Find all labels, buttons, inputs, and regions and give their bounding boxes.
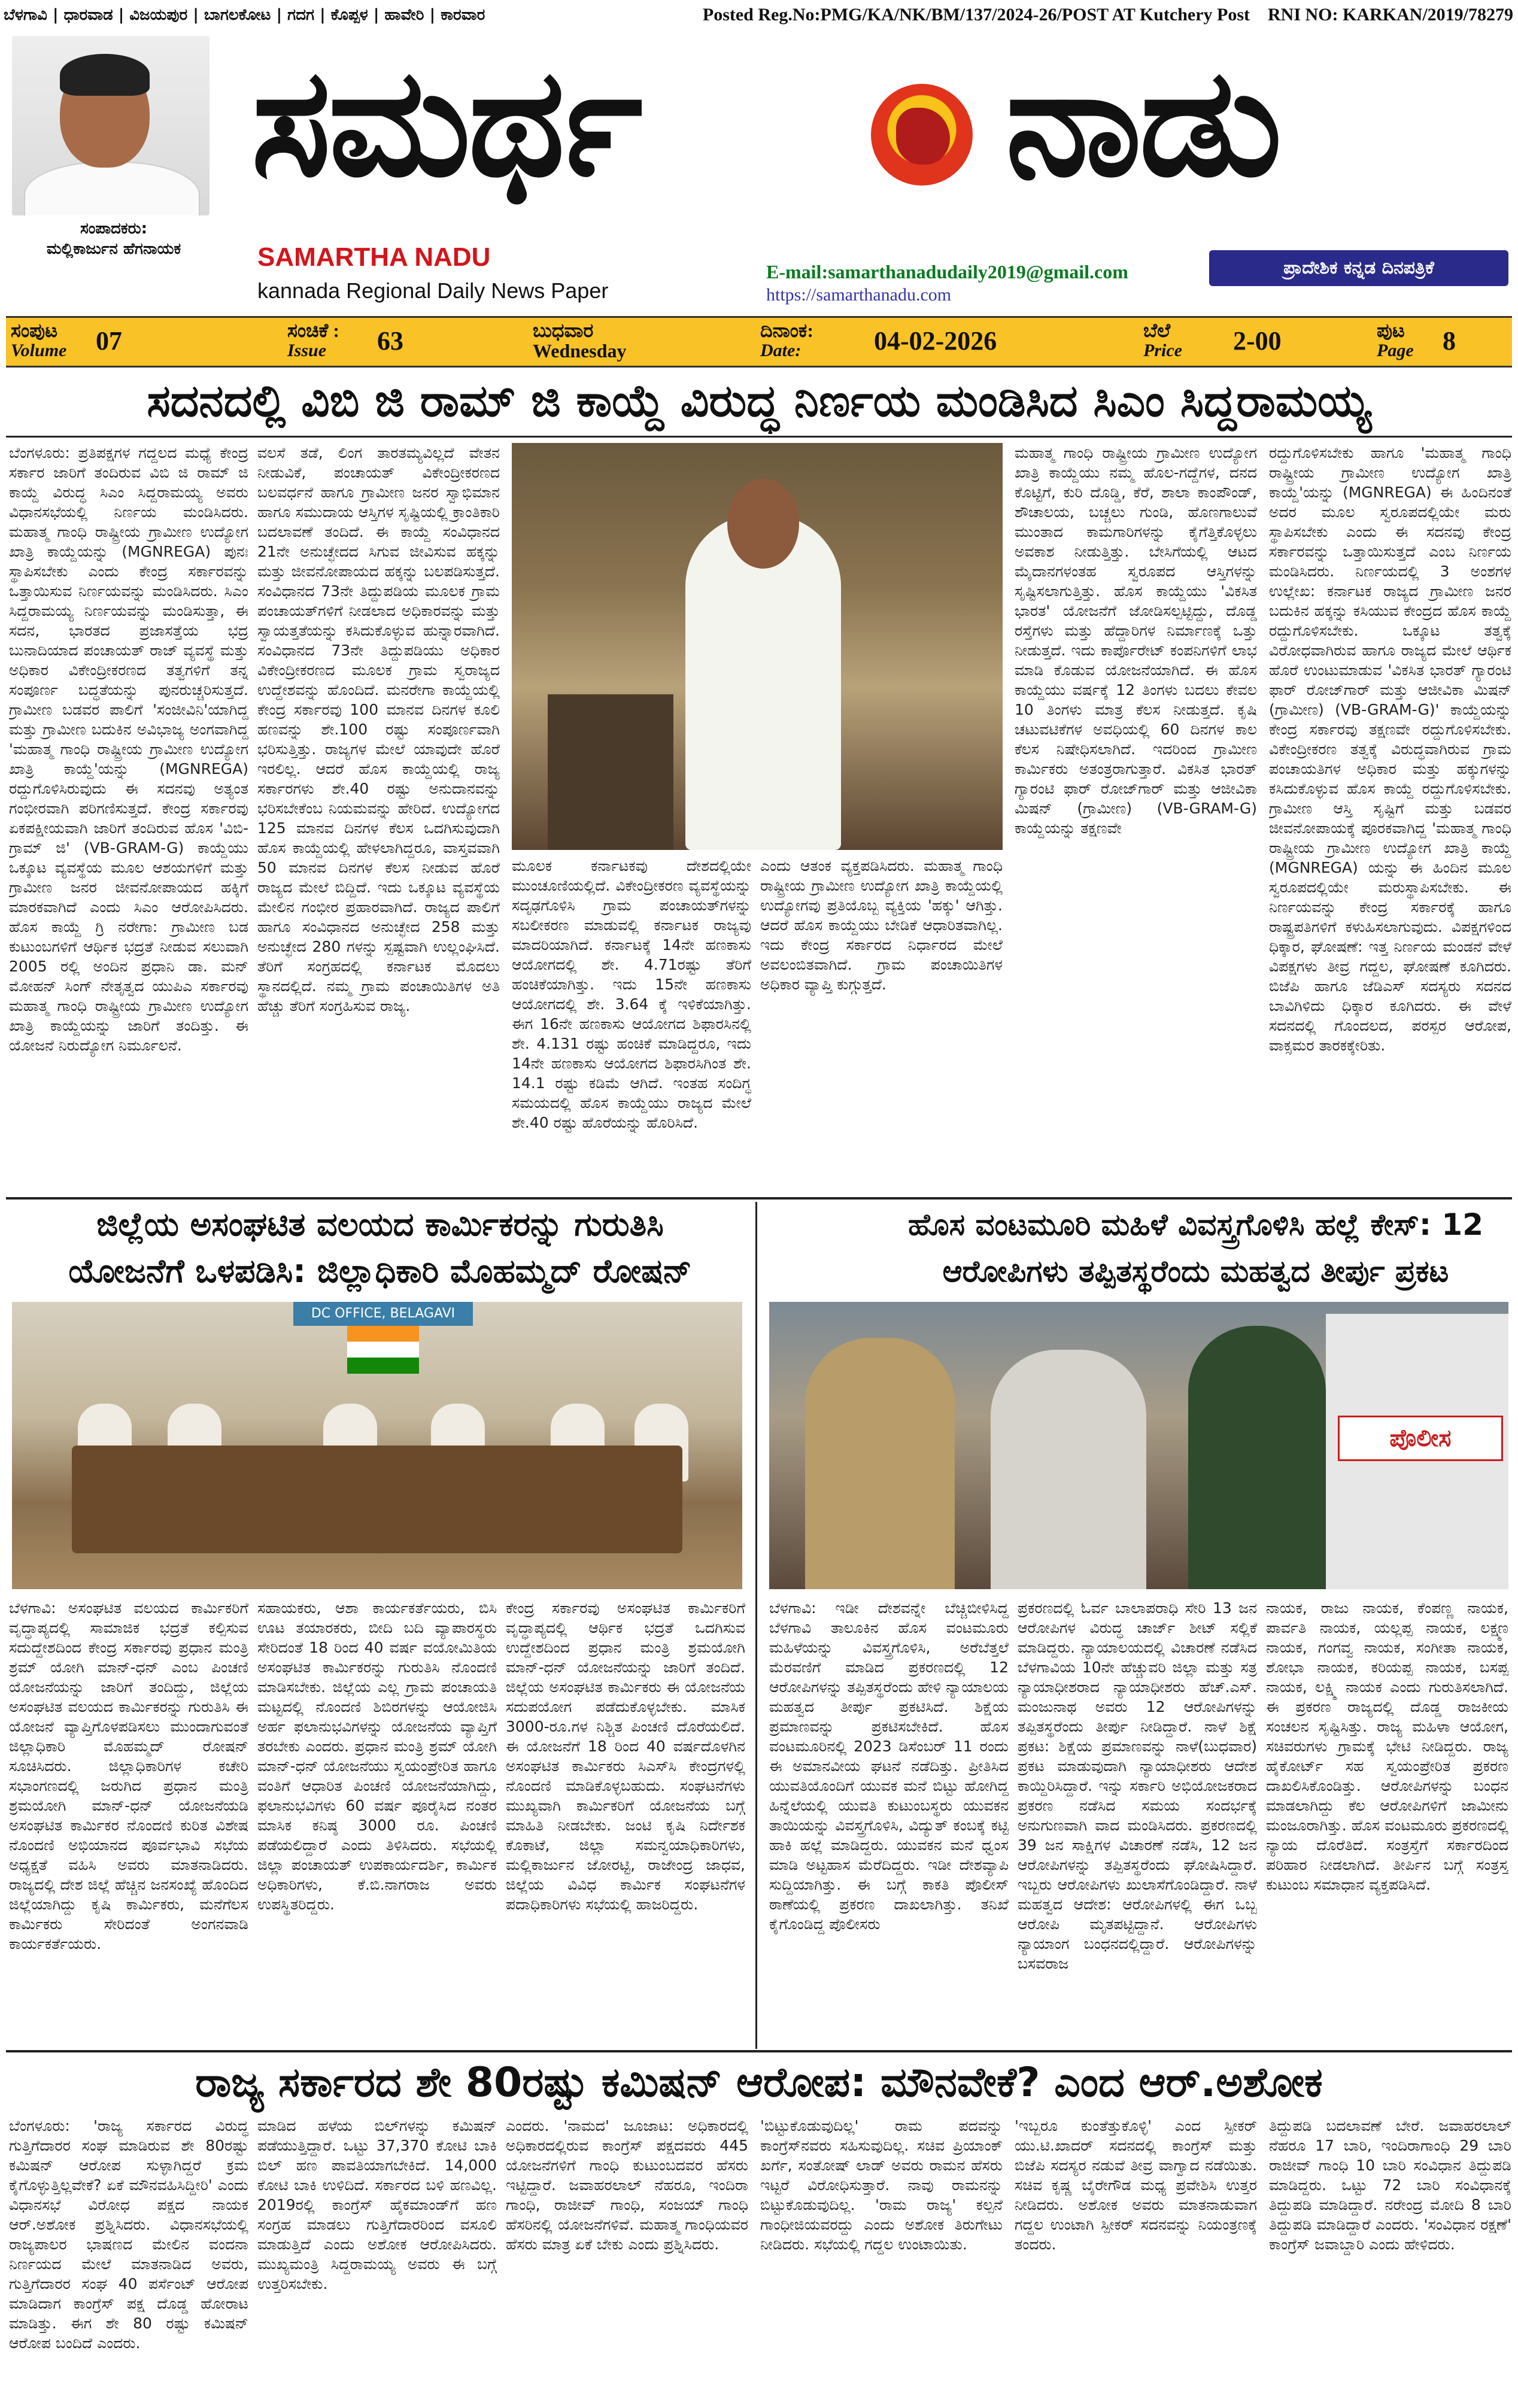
masthead-title-right: ನಾಡು [1006,35,1280,209]
lead-column-5: ರದ್ದುಗೊಳಿಸಬೇಕು ಹಾಗೂ 'ಮಹಾತ್ಮ ಗಾಂಧಿ ರಾಷ್ಟ್ರೀಯ ಗ್ರಾಮೀಣ ಉದ್ಯೋಗ ಖಾತ್ರಿ ಕಾಯ್ದೆ'ಯನ್ನು (MGNREGA) ಈ ಹಿಂದಿನಂತೆ ಅದರ ಮೂಲ ಸ್ವರೂಪದಲ್ಲಿಯೇ ಮರು ಸ್ಥಾಪಿಸಬೇಕು ಎಂದು ಈ ಸದನವು ಕೇಂದ್ರ ಸರ್ಕಾರವನ್ನು ಒತ್ತಾಯಿಸುತ್ತದೆ ಎಂಬ ನಿರ್ಣಯ ಮಂಡಿಸಿದರು. ನಿರ್ಣಯದಲ್ಲಿ 3 ಅಂಶಗಳ ಉಲ್ಲೇಖ: ಕರ್ನಾಟಕ ರಾಜ್ಯದ ಗ್ರಾಮೀಣ ಜನರ ಬದುಕಿನ ಹಕ್ಕನ್ನು ಕಸಿಯುವ ಕೇಂದ್ರದ ಹೊಸ ಕಾಯ್ದೆ ರದ್ದುಗೊಳಿಸಬೇಕು. ಒಕ್ಕೂಟ ತತ್ವಕ್ಕೆ ವಿರೋಧವಾಗಿರುವ ಹಾಗೂ ರಾಜ್ಯದ ಮೇಲೆ ಆರ್ಥಿಕ ಹೊರೆ ಉಂಟುಮಾಡುವ 'ವಿಕಸಿತ ಭಾರತ್ ಗ್ಯಾರಂಟಿ ಫಾರ್ ರೋಜ್‌ಗಾರ್ ಮತ್ತು ಆಜೀವಿಕಾ ಮಿಷನ್ (ಗ್ರಾಮೀಣ) (VB-GRAM-G)' ಕಾಯ್ದೆಯನ್ನು ಕೇಂದ್ರ ಸರ್ಕಾರವು ತಕ್ಷಣವೇ ರದ್ದುಗೊಳಿಸಬೇಕು. ವಿಕೇಂದ್ರೀಕರಣ ತತ್ವಕ್ಕೆ ವಿರುದ್ಧವಾಗಿರುವ ಗ್ರಾಮ ಪಂಚಾಯತಿಗಳ ಅಧಿಕಾರ ಮತ್ತು ಹಕ್ಕುಗಳನ್ನು ಕಸಿದುಕೊಳ್ಳುವ ಹೊಸ ಕಾಯ್ದೆ ರದ್ದುಗೊಳಿಸಬೇಕು. ಗ್ರಾಮೀಣ ಆಸ್ತಿ ಸೃಷ್ಟಿಗೆ ಮತ್ತು ಬಡವರ ಜೀವನೋಪಾಯಕ್ಕೆ ಪೂರಕವಾಗಿದ್ದ 'ಮಹಾತ್ಮ ಗಾಂಧಿ ರಾಷ್ಟ್ರೀಯ ಗ್ರಾಮೀಣ ಉದ್ಯೋಗ ಖಾತ್ರಿ ಕಾಯ್ದೆ (MGNREGA) ಯನ್ನು ಈ ಹಿಂದಿನ ಮೂಲ ಸ್ವರೂಪದಲ್ಲಿಯೇ ಮರುಸ್ಥಾಪಿಸಬೇಕು. ಈ ನಿರ್ಣಯವನ್ನು ಕೇಂದ್ರ ಸರ್ಕಾರಕ್ಕೆ ಹಾಗೂ ರಾಷ್ಟ್ರಪತಿಗಳಿಗೆ ಕಳುಹಿಸಲಾಗುವುದು. ವಿಪಕ್ಷಗಳಿಂದ ಧಿಕ್ಕಾರ, ಘೋಷಣೆ: ಇತ್ತ ನಿರ್ಣಯ ಮಂಡನೆ ವೇಳೆ ವಿಪಕ್ಷಗಳು ತೀವ್ರ ಗದ್ದಲ, ಘೋಷಣೆ ಕೂಗಿದರು. ಬಿಜೆಪಿ ಹಾಗೂ ಜೆಡಿಎಸ್ ಸದಸ್ಯರು ಸದನದ ಬಾವಿಗಿಳಿದು ಧಿಕ್ಕಾರ ಕೂಗಿದರು. ಈ ವೇಳೆ ಸದನದಲ್ಲಿ ಗೊಂದಲದ, ಪರಸ್ಪರ ಆರೋಪ, ವಾಕ್ಸಮರ ತಾರಕಕ್ಕೇರಿತು. [1269,444,1511,1054]
lead-headline: ಸದನದಲ್ಲಿ ವಿಬಿ ಜಿ ರಾಮ್ ಜಿ ಕಾಯ್ದೆ ವಿರುದ್ಧ ನಿರ್ಣಯ ಮಂಡಿಸಿದ ಸಿಎಂ ಸಿದ್ದರಾಮಯ್ಯ [147,375,1371,427]
flag-icon [347,1326,419,1374]
issue-label: ಸಂಚಿಕೆ : Issue [287,320,340,360]
issue-info-bar [6,316,1512,368]
lead-column-1: ಬೆಂಗಳೂರು: ಪ್ರತಿಪಕ್ಷಗಳ ಗದ್ದಲದ ಮಧ್ಯೆ ಕೇಂದ್ರ ಸರ್ಕಾರ ಜಾರಿಗೆ ತಂದಿರುವ ವಿಬಿ ಜಿ ರಾಮ್ ಜಿ ಕಾಯ್ದೆ ವಿರುದ್ಧ ಸಿಎಂ ಸಿದ್ದರಾಮಯ್ಯ ಅವರು ವಿಧಾನಸಭೆಯಲ್ಲಿ ನಿರ್ಣಯ ಮಂಡಿಸಿದರು. ಮಹಾತ್ಮ ಗಾಂಧಿ ರಾಷ್ಟ್ರೀಯ ಗ್ರಾಮೀಣ ಉದ್ಯೋಗ ಖಾತ್ರಿ ಕಾಯ್ದೆಯನ್ನು (MGNREGA) ಪುನಃ ಸ್ಥಾಪಿಸಬೇಕು ಎಂದು ಕೇಂದ್ರ ಸರ್ಕಾರವನ್ನು ಒತ್ತಾಯಿಸುವ ನಿರ್ಣಯವನ್ನು ಮಂಡಿಸಿದರು. ಸಿಎಂ ಸಿದ್ದರಾಮಯ್ಯ ನಿರ್ಣಯವನ್ನು ಮಂಡಿಸುತ್ತಾ, ಈ ಸದನ, ಭಾರತದ ಪ್ರಜಾಸತ್ತೆಯ ಭದ್ರ ಬುನಾದಿಯಾದ ಪಂಚಾಯತ್ ರಾಜ್ ವ್ಯವಸ್ಥೆ ಮತ್ತು ಅಧಿಕಾರ ವಿಕೇಂದ್ರೀಕರಣದ ತತ್ವಗಳಿಗೆ ತನ್ನ ಸಂಪೂರ್ಣ ಬದ್ಧತೆಯನ್ನು ಪುನರುಚ್ಚರಿಸುತ್ತದೆ. ಗ್ರಾಮೀಣ ಬಡವರ ಪಾಲಿಗೆ 'ಸಂಜೀವಿನಿ'ಯಾಗಿದ್ದ ಮತ್ತು ಗ್ರಾಮೀಣ ಬದುಕಿನ ಅವಿಭಾಜ್ಯ ಅಂಗವಾಗಿದ್ದ 'ಮಹಾತ್ಮ ಗಾಂಧಿ ರಾಷ್ಟ್ರೀಯ ಗ್ರಾಮೀಣ ಉದ್ಯೋಗ ಖಾತ್ರಿ ಕಾಯ್ದೆ'ಯನ್ನು (MGNREGA) ರದ್ದುಗೊಳಿಸಿರುವುದು ಈ ಸದನವು ಅತ್ಯಂತ ಗಂಭೀರವಾಗಿ ಪರಿಗಣಿಸುತ್ತದೆ. ಕೇಂದ್ರ ಸರ್ಕಾರವು ಏಕಪಕ್ಷೀಯವಾಗಿ ಜಾರಿಗೆ ತಂದಿರುವ ಹೊಸ 'ವಿಬಿ-ಗ್ರಾಮ್ ಜಿ' (VB-GRAM-G) ಕಾಯ್ದೆಯು ಒಕ್ಕೂಟ ವ್ಯವಸ್ಥೆಯ ಮೂಲ ಆಶಯಗಳಿಗೆ ಮತ್ತು ಗ್ರಾಮೀಣ ಜನರ ಜೀವನೋಪಾಯದ ಹಕ್ಕಿಗೆ ಮಾರಕವಾಗಿದೆ ಎಂದು ಸಿಎಂ ಆರೋಪಿಸಿದರು. ಹೊಸ ಕಾಯ್ದೆ ಗ್ರಿ ನರೇಗಾ: ಗ್ರಾಮೀಣ ಬಡ ಕುಟುಂಬಗಳಿಗೆ ಆರ್ಥಿಕ ಭದ್ರತೆ ನೀಡುವ ಸಲುವಾಗಿ 2005 ರಲ್ಲಿ ಅಂದಿನ ಪ್ರಧಾನಿ ಡಾ. ಮನ್ ಮೋಹನ್ ಸಿಂಗ್ ನೇತೃತ್ವದ ಯುಪಿಎ ಸರ್ಕಾರವು ಮಹಾತ್ಮ ಗಾಂಧಿ ರಾಷ್ಟ್ರೀಯ ಗ್ರಾಮೀಣ ಉದ್ಯೋಗ ಖಾತ್ರಿ ಕಾಯ್ದೆಯನ್ನು ಜಾರಿಗೆ ತಂದಿತ್ತು. ಈ ಯೋಜನೆ ನಿರುದ್ಯೋಗ ನಿರ್ಮೂಲನೆ. [9,444,248,1054]
dc-office-sign: DC OFFICE, BELAGAVI [293,1302,473,1326]
dc-headline-line2: ಯೋಜನೆಗೆ ಒಳಪಡಿಸಿ: ಜಿಲ್ಲಾಧಿಕಾರಿ ಮೊಹಮ್ಮದ್ ರೋಷನ್ [68,1252,692,1290]
section-rule [6,1197,1512,1200]
date-value: 04-02-2026 [874,326,997,356]
lead-column-3b: ಎಂದು ಆತಂಕ ವ್ಯಕ್ತಪಡಿಸಿದರು. ಮಹಾತ್ಮ ಗಾಂಧಿ ರಾಷ್ಟ್ರೀಯ ಗ್ರಾಮೀಣ ಉದ್ಯೋಗ ಖಾತ್ರಿ ಕಾಯ್ದೆಯಲ್ಲಿ ಉದ್ಯೋಗವು ಪ್ರತಿಯೊಬ್ಬ ವ್ಯಕ್ತಿಯ 'ಹಕ್ಕು' ಆಗಿತ್ತು. ಆದರೆ ಹೊಸ ಕಾಯ್ದೆಯು ಬೇಡಿಕೆ ಆಧಾರಿತವಾಗಿಲ್ಲ. ಇದು ಕೇಂದ್ರ ಸರ್ಕಾರದ ನಿರ್ಧಾರದ ಮೇಲೆ ಅವಲಂಬಿತವಾಗಿದೆ. ಗ್ರಾಮ ಪಂಚಾಯಿತಿಗಳ ಅಧಿಕಾರ ವ್ಯಾಪ್ತಿ ಕುಗ್ಗುತ್ತದೆ. [760,857,1003,993]
website-link[interactable]: https://samarthanadu.com [766,285,952,305]
dc-meeting-photo [12,1302,742,1589]
ashoka-column-5: 'ಇಬ್ಬರೂ ಕುಂತೆತ್ತುಕೊಳ್ಳಿ' ಎಂದ ಸ್ಪೀಕರ್ ಯು.ಟಿ.ಖಾದರ್ ಸದನದಲ್ಲಿ ಕಾಂಗ್ರೆಸ್ ಮತ್ತು ಬಿಜೆಪಿ ಸದಸ್ಯರ ನಡುವೆ ತೀವ್ರ ವಾಗ್ವಾದ ನಡೆಯಿತು. ಸಚಿವ ಕೃಷ್ಣ ಬೈರೇಗೌಡ ಮಧ್ಯ ಪ್ರವೇಶಿಸಿ ಉತ್ತರ ನೀಡಿದರು. ಅಶೋಕ ಅವರು ಮಾತನಾಡುವಾಗ ಗದ್ದಲ ಉಂಟಾಗಿ ಸ್ಪೀಕರ್ ಸದನವನ್ನು ನಿಯಂತ್ರಣಕ್ಕೆ ತಂದರು. [1015,2117,1257,2253]
district-list: ಬೆಳಗಾವಿ | ಧಾರವಾಡ | ವಿಜಯಪುರ | ಬಾಗಲಕೋಟ | ಗದಗ | ಕೊಪ್ಪಳ | ಹಾವೇರಿ | ಕಾರವಾರ [4,6,485,24]
case-column-3: ನಾಯಕ, ರಾಜು ನಾಯಕ, ಕೆಂಪಣ್ಣ ನಾಯಕ, ಪಾರ್ವತಿ ನಾಯಕ, ಯಲ್ಲಪ್ಪ ನಾಯಕ, ಲಕ್ಷ್ಮಣ ನಾಯಕ, ಗಂಗವ್ವ ನಾಯಕ, ಸಂಗೀತಾ ನಾಯಕ, ಶೋಭಾ ನಾಯಕ, ಕರಿಯಪ್ಪ ನಾಯಕ, ಬಸಪ್ಪ ನಾಯಕ, ಲಕ್ಷ್ಮಿ ನಾಯಕ ಎಂದು ಗುರುತಿಸಲಾಗಿದೆ. ಈ ಪ್ರಕರಣ ರಾಜ್ಯದಲ್ಲಿ ದೊಡ್ಡ ರಾಜಕೀಯ ಸಂಚಲನ ಸೃಷ್ಟಿಸಿತ್ತು. ರಾಜ್ಯ ಮಹಿಳಾ ಆಯೋಗ, ಸಚಿವರುಗಳು ಗ್ರಾಮಕ್ಕೆ ಭೇಟಿ ನೀಡಿದ್ದರು. ರಾಜ್ಯ ಹೈಕೋರ್ಟ್ ಸಹ ಸ್ವಯಂಪ್ರೇರಿತ ಪ್ರಕರಣ ದಾಖಲಿಸಿಕೊಂಡಿತ್ತು. ಆರೋಪಿಗಳನ್ನು ಬಂಧನ ಮಾಡಲಾಗಿದ್ದು ಕೆಲ ಆರೋಪಿಗಳಿಗೆ ಜಾಮೀನು ಮಂಜೂರಾಗಿತ್ತು. ಹೊಸ ವಂಟಮೂರು ಪ್ರಕರಣದಲ್ಲಿ ನ್ಯಾಯ ದೊರೆತಿದೆ. ಸಂತ್ರಸ್ತೆಗೆ ಸರ್ಕಾರದಿಂದ ಪರಿಹಾರ ನೀಡಲಾಗಿದೆ. ತೀರ್ಪಿನ ಬಗ್ಗೆ ಸಂತ್ರಸ್ತ ಕುಟುಂಬ ಸಮಾಧಾನ ವ್ಯಕ್ತಪಡಿಸಿದೆ. [1266,1599,1508,1893]
price-value: 2-00 [1233,326,1282,356]
lead-column-4: ಮಹಾತ್ಮ ಗಾಂಧಿ ರಾಷ್ಟ್ರೀಯ ಗ್ರಾಮೀಣ ಉದ್ಯೋಗ ಖಾತ್ರಿ ಕಾಯ್ದೆಯು ನಮ್ಮ ಹೊಲ-ಗದ್ದೆಗಳ, ದನದ ಕೊಟ್ಟಿಗೆ, ಕುರಿ ದೊಡ್ಡಿ, ಕೆರೆ, ಶಾಲಾ ಕಾಂಪೌಂಡ್, ಶೌಚಾಲಯ, ಬಚ್ಚಲು ಗುಂಡಿ, ಹೊಣಗಾಲುವೆ ಮುಂತಾದ ಕಾಮಗಾರಿಗಳನ್ನು ಕೈಗೆತ್ತಿಕೊಳ್ಳಲು ಅವಕಾಶ ನೀಡುತ್ತಿತ್ತು. ಬೇಸಿಗೆಯಲ್ಲಿ ಆಟದ ಮೈದಾನಗಳಂತಹ ಸ್ವರೂಪದ ಆಸ್ತಿಗಳನ್ನು ಸೃಷ್ಟಿಸಲಾಗುತ್ತಿತ್ತು. ಹೊಸ ಕಾಯ್ದೆಯು 'ವಿಕಸಿತ ಭಾರತ' ಯೋಜನೆಗೆ ಜೋಡಿಸಲ್ಪಟ್ಟಿದ್ದು, ದೊಡ್ಡ ರಸ್ತೆಗಳು ಮತ್ತು ಹೆದ್ದಾರಿಗಳ ನಿರ್ಮಾಣಕ್ಕೆ ಒತ್ತು ನೀಡುತ್ತದೆ. ಇದು ಕಾರ್ಪೊರೇಟ್ ಕಂಪನಿಗಳಿಗೆ ಲಾಭ ಮಾಡಿ ಕೊಡುವ ಯೋಜನೆಯಾಗಿದೆ. ಈ ಹೊಸ ಕಾಯ್ದೆಯು ವರ್ಷಕ್ಕೆ 12 ತಿಂಗಳು ಬದಲು ಕೇವಲ 10 ತಿಂಗಳು ಮಾತ್ರ ಕೆಲಸ ನೀಡುತ್ತದೆ. ಕೃಷಿ ಚಟುವಟಿಕೆಗಳ ಅವಧಿಯಲ್ಲಿ 60 ದಿನಗಳ ಕಾಲ ಕೆಲಸ ನಿಷೇಧಿಸಲಾಗಿದೆ. ಇದರಿಂದ ಗ್ರಾಮೀಣ ಕಾರ್ಮಿಕರು ಅತಂತ್ರರಾಗುತ್ತಾರೆ. ವಿಕಸಿತ ಭಾರತ್ ಗ್ಯಾರಂಟಿ ಫಾರ್ ರೋಜ್‌ಗಾರ್ ಮತ್ತು ಆಜೀವಿಕಾ ಮಿಷನ್ (ಗ್ರಾಮೀಣ) (VB-GRAM-G) ಕಾಯ್ದೆಯನ್ನು ತಕ್ಷಣವೇ [1015,444,1257,837]
dc-headline-line1: ಜಿಲ್ಲೆಯ ಅಸಂಘಟಿತ ವಲಯದ ಕಾರ್ಮಿಕರನ್ನು ಗುರುತಿಸಿ [96,1205,664,1243]
volume-label: ಸಂಪುಟ Volume [11,320,67,360]
page-value: 8 [1443,326,1456,356]
dc-column-3: ಕೇಂದ್ರ ಸರ್ಕಾರವು ಅಸಂಘಟಿತ ಕಾರ್ಮಿಕರಿಗೆ ವೃದ್ಧಾಪ್ಯದಲ್ಲಿ ಆರ್ಥಿಕ ಭದ್ರತೆ ಒದಗಿಸುವ ಉದ್ದೇಶದಿಂದ ಪ್ರಧಾನ ಮಂತ್ರಿ ಶ್ರಮಯೋಗಿ ಮಾನ್-ಧನ್ ಯೋಜನೆಯನ್ನು ಜಾರಿಗೆ ತಂದಿದೆ. ಜಿಲ್ಲೆಯ ಅಸಂಘಟಿತ ಕಾರ್ಮಿಕರು ಈ ಯೋಜನೆಯ ಸದುಪಯೋಗ ಪಡೆದುಕೊಳ್ಳಬೇಕು. ಮಾಸಿಕ 3000-ರೂ.ಗಳ ನಿಶ್ಚಿತ ಪಿಂಚಣಿ ದೊರೆಯಲಿದೆ. ಈ ಯೋಜನೆಗೆ 18 ರಿಂದ 40 ವರ್ಷದೊಳಗಿನ ಅಸಂಘಟಿತ ಕಾರ್ಮಿಕರು ಸಿಎಸ್‌ಸಿ ಕೇಂದ್ರಗಳಲ್ಲಿ ನೊಂದಣಿ ಮಾಡಿಕೊಳ್ಳಬಹುದು. ಸಂಘಟನೆಗಳು ಮುಖ್ಯವಾಗಿ ಕಾರ್ಮಿಕರಿಗೆ ಯೋಜನೆಯ ಬಗ್ಗೆ ಮಾಹಿತಿ ನೀಡಬೇಕು. ಜಂಟಿ ಕೃಷಿ ನಿರ್ದೇಶಕ ಕೊಕಾಟೆ, ಜಿಲ್ಲಾ ಸಮನ್ವಯಾಧಿಕಾರಿಗಳು, ಮಲ್ಲಿಕಾರ್ಜುನ ಜೋರಟ್ಟಿ, ರಾಜೇಂದ್ರ ಜಾಧವ, ಜಿಲ್ಲೆಯ ವಿವಿಧ ಕಾರ್ಮಿಕ ಸಂಘಟನೆಗಳ ಪದಾಧಿಕಾರಿಗಳು ಸಭೆಯಲ್ಲಿ ಹಾಜರಿದ್ದರು. [506,1599,745,1913]
weekday: ಬುಧವಾರ Wednesday [533,320,627,362]
masthead [251,24,1508,227]
rni-number: RNI NO: KARKAN/2019/78279 [1268,5,1513,25]
lead-column-3: ಮೂಲಕ ಕರ್ನಾಟಕವು ದೇಶದಲ್ಲಿಯೇ ಮುಂಚೂಣಿಯಲ್ಲಿದೆ. ವಿಕೇಂದ್ರೀಕರಣ ವ್ಯವಸ್ಥೆಯನ್ನು ಸದೃಢಗೊಳಿಸಿ ಗ್ರಾಮ ಪಂಚಾಯತ್‌ಗಳನ್ನು ಸಬಲೀಕರಣ ಮಾಡುವಲ್ಲಿ ಕರ್ನಾಟಕ ರಾಜ್ಯವು ಮಾದರಿಯಾಗಿದೆ. ಕರ್ನಾಟಕ್ಕೆ 14ನೇ ಹಣಕಾಸು ಆಯೋಗದಲ್ಲಿ ಶೇ. 4.71ರಷ್ಟು ತೆರಿಗೆ ಹಂಚಿಕೆಯಾಗಿತ್ತು. ಇದು 15ನೇ ಹಣಕಾಸು ಆಯೋಗದಲ್ಲಿ ಶೇ. 3.64 ಕ್ಕೆ ಇಳಿಕೆಯಾಗಿತ್ತು. ಈಗ 16ನೇ ಹಣಕಾಸು ಆಯೋಗದ ಶಿಫಾರಸಿನಲ್ಲಿ ಶೇ. 4.131 ರಷ್ಟು ಹಂಚಿಕೆ ಮಾಡಿದ್ದರೂ, ಇದು 14ನೇ ಹಣಕಾಸು ಆಯೋಗದ ಶಿಫಾರಸಿಗಿಂತ ಶೇ. 14.1 ರಷ್ಟು ಕಡಿಮೆ ಆಗಿದೆ. ಇಂತಹ ಸಂದಿಗ್ಧ ಸಮಯದಲ್ಲಿ ಹೊಸ ಕಾಯ್ದೆಯು ರಾಜ್ಯದ ಮೇಲೆ ಶೇ.40 ರಷ್ಟು ಹೊರೆಯನ್ನು ಹೊರಿಸಿದೆ. [512,857,751,1131]
lead-column-2: ವಲಸೆ ತಡೆ, ಲಿಂಗ ತಾರತಮ್ಯವಿಲ್ಲದೆ ವೇತನ ನೀಡುವಿಕೆ, ಪಂಚಾಯತ್ ವಿಕೇಂದ್ರೀಕರಣದ ಬಲವರ್ಧನೆ ಹಾಗೂ ಗ್ರಾಮೀಣ ಜನರ ಸ್ವಾಭಿಮಾನ ಹಾಗೂ ಸಮುದಾಯ ಆಸ್ತಿಗಳ ಸೃಷ್ಟಿಯಲ್ಲಿ ಕ್ರಾಂತಿಕಾರಿ ಬದಲಾವಣೆ ತಂದಿದೆ. ಈ ಕಾಯ್ದೆ ಸಂವಿಧಾನದ 21ನೇ ಅನುಚ್ಛೇದದ ಸಿಗುವ ಜೀವಿಸುವ ಹಕ್ಕನ್ನು ಮತ್ತು ಜೀವನೋಪಾಯದ ಹಕ್ಕನ್ನು ಬಲಪಡಿಸುತ್ತದೆ. ಸಂವಿಧಾನದ 73ನೇ ತಿದ್ದುಪಡಿಯ ಮೂಲಕ ಗ್ರಾಮ ಪಂಚಾಯತ್‌ಗಳಿಗೆ ನೀಡಲಾದ ಅಧಿಕಾರವನ್ನು ಮತ್ತು ಸ್ವಾಯತ್ತತೆಯನ್ನು ಕಸಿದುಕೊಳ್ಳುವ ಹುನ್ನಾರವಾಗಿದೆ. ಸಂವಿಧಾನದ 73ನೇ ತಿದ್ದುಪಡಿಯು ಅಧಿಕಾರ ವಿಕೇಂದ್ರೀಕರಣದ ಮೂಲಕ ಗ್ರಾಮ ಸ್ವರಾಜ್ಯದ ಉದ್ದೇಶವನ್ನು ಹೊಂದಿದೆ. ಮನರೇಗಾ ಕಾಯ್ದೆಯಲ್ಲಿ ಕೇಂದ್ರ ಸರ್ಕಾರವು 100 ಮಾನವ ದಿನಗಳ ಕೂಲಿ ಹಣವನ್ನು ಶೇ.100 ರಷ್ಟು ಸಂಪೂರ್ಣವಾಗಿ ಭರಿಸುತ್ತಿತ್ತು. ರಾಜ್ಯಗಳ ಮೇಲೆ ಯಾವುದೇ ಹೊರೆ ಇರಲಿಲ್ಲ. ಆದರೆ ಹೊಸ ಕಾಯ್ದೆಯಲ್ಲಿ ರಾಜ್ಯ ಸರ್ಕಾರಗಳು ಶೇ.40 ರಷ್ಟು ಅನುದಾನವನ್ನು ಭರಿಸಬೇಕೆಂಬ ನಿಯಮವನ್ನು ಹೇರಿದೆ. ಉದ್ಯೋಗದ 125 ಮಾನವ ದಿನಗಳ ಕೆಲಸ ಒದಗಿಸುವುದಾಗಿ ಹೊಸ ಕಾಯ್ದೆಯಲ್ಲಿ ಹೇಳಲಾಗಿದ್ದರೂ, ವಾಸ್ತವವಾಗಿ 50 ಮಾನವ ದಿನಗಳ ಕೆಲಸ ನೀಡುವ ಹೊರೆ ರಾಜ್ಯದ ಮೇಲೆ ಬಿದ್ದಿದೆ. ಇದು ಒಕ್ಕೂಟ ವ್ಯವಸ್ಥೆಯ ಮೇಲಿನ ಗಂಭೀರ ಪ್ರಹಾರವಾಗಿದೆ. ರಾಜ್ಯದ ಪಾಲಿಗೆ ಹಾಗೂ ಸಂವಿಧಾನದ ಅನುಚ್ಛೇದ 258 ಮತ್ತು ಅನುಚ್ಛೇದ 280 ಗಳನ್ನು ಸ್ಪಷ್ಟವಾಗಿ ಉಲ್ಲಂಘಿಸಿದೆ. ತೆರಿಗೆ ಸಂಗ್ರಹದಲ್ಲಿ ಕರ್ನಾಟಕ ಮೊದಲು ಸ್ಥಾನದಲ್ಲಿದೆ. ನಮ್ಮ ಗ್ರಾಮ ಪಂಚಾಯಿತಿಗಳ ಅತಿ ಹೆಚ್ಚು ತೆರಿಗೆ ಸಂಗ್ರಹಿಸುವ ರಾಜ್ಯ. [257,444,500,1015]
editor-photo [12,36,210,215]
case-column-2: ಪ್ರಕರಣದಲ್ಲಿ ಓರ್ವ ಬಾಲಾಪರಾಧಿ ಸೇರಿ 13 ಜನ ಆರೋಪಿಗಳ ವಿರುದ್ಧ ಚಾರ್ಜ್ ಶೀಟ್ ಸಲ್ಲಿಕೆ ಮಾಡಿದ್ದರು. ನ್ಯಾಯಾಲಯದಲ್ಲಿ ವಿಚಾರಣೆ ನಡೆಸಿದ ಬೆಳಗಾವಿಯ 10ನೇ ಹೆಚ್ಚುವರಿ ಜಿಲ್ಲಾ ಮತ್ತು ಸತ್ರ ನ್ಯಾಯಾಧೀಶರಾದ ನ್ಯಾಯಾಧೀಶರು ಹೆಚ್.ಎಸ್. ಮಂಜುನಾಥ ಅವರು 12 ಆರೋಪಿಗಳನ್ನು ತಪ್ಪಿತಸ್ಥರೆಂದು ತೀರ್ಪು ನೀಡಿದ್ದಾರೆ. ನಾಳೆ ಶಿಕ್ಷೆ ಪ್ರಕಟ: ಶಿಕ್ಷೆಯ ಪ್ರಮಾಣವನ್ನು ನಾಳೆ(ಬುಧವಾರ) ಪ್ರಕಟ ಮಾಡುವುದಾಗಿ ನ್ಯಾಯಾಧೀಶರು ಆದೇಶ ಕಾಯ್ದಿರಿಸಿದ್ದಾರೆ. ಇನ್ನು ಸರ್ಕಾರಿ ಅಭಿಯೋಜಕರಾದ ಪ್ರಕರಣ ನಡೆಸಿದ ಸಮಯ ಸಂದರ್ಭಕ್ಕೆ ಅನುಗುಣವಾಗಿ ವಾದ ಮಂಡಿಸಿದರು. ಪ್ರಕರಣದಲ್ಲಿ 39 ಜನ ಸಾಕ್ಷಿಗಳ ವಿಚಾರಣೆ ನಡೆಸಿ, 12 ಜನ ಆರೋಪಿಗಳನ್ನು ತಪ್ಪಿತಸ್ಥರೆಂದು ಘೋಷಿಸಿದ್ದಾರೆ. ಇಬ್ಬರು ಆರೋಪಿಗಳು ಖುಲಾಸೆಗೊಂಡಿದ್ದಾರೆ. ನಾಳೆ ಮಹತ್ವದ ಆದೇಶ: ಆರೋಪಿಗಳಲ್ಲಿ ಈಗ ಒಬ್ಬ ಆರೋಪಿ ಮೃತಪಟ್ಟಿದ್ದಾನೆ. ಆರೋಪಿಗಳು ನ್ಯಾಯಾಂಗ ಬಂಧನದಲ್ಲಿದ್ದಾರೆ. ಆರೋಪಿಗಳನ್ನು ಬಸವರಾಜ [1018,1599,1257,1972]
page-label: ಪುಟ Page [1377,320,1414,360]
ashoka-column-6: ತಿದ್ದುಪಡಿ ಬದಲಾವಣೆ ಬೇರೆ. ಜವಾಹರಲಾಲ್ ನೆಹರೂ 17 ಬಾರಿ, ಇಂದಿರಾಗಾಂಧಿ 29 ಬಾರಿ ರಾಜೀವ್ ಗಾಂಧಿ 10 ಬಾರಿ ಸಂವಿಧಾನ ತಿದ್ದುಪಡಿ ಮಾಡಿದ್ದರು. ಒಟ್ಟು 72 ಬಾರಿ ಸಂವಿಧಾನಕ್ಕೆ ತಿದ್ದುಪಡಿ ಮಾಡಿದ್ದಾರೆ. ನರೇಂದ್ರ ಮೋದಿ 8 ಬಾರಿ ತಿದ್ದುಪಡಿ ಮಾಡಿದ್ದಾರೆ ಎಂದರು. 'ಸಂವಿಧಾನ ರಕ್ಷಣೆ' ಕಾಂಗ್ರೆಸ್ ಜವಾಬ್ದಾರಿ ಎಂದು ಹೇಳಿದರು. [1269,2117,1511,2253]
court-accused-photo [769,1302,1508,1589]
english-subtitle: kannada Regional Daily News Paper [257,278,609,303]
ashoka-column-4: 'ಬಿಟ್ಟುಕೊಡುವುದಿಲ್ಲ' ರಾಮ ಪದವನ್ನು ಕಾಂಗ್ರೆಸ್‌ನವರು ಸಹಿಸುವುದಿಲ್ಲ. ಸಚಿವ ಪ್ರಿಯಾಂಕ್ ಖರ್ಗೆ, ಸಂತೋಷ್ ಲಾಡ್ ಅವರು ರಾಮನ ಹೆಸರು ಇಟ್ಟರೆ ವಿರೋಧಿಸುತ್ತಾರೆ. ನಾವು ರಾಮನನ್ನು ಬಿಟ್ಟುಕೊಡುವುದಿಲ್ಲ. 'ರಾಮ ರಾಜ್ಯ' ಕಲ್ಪನೆ ಗಾಂಧೀಜಿಯವರದ್ದು ಎಂದು ಅಶೋಕ ತಿರುಗೇಟು ನೀಡಿದರು. ಸಭೆಯಲ್ಲಿ ಗದ್ದಲ ಉಂಟಾಯಿತು. [760,2117,1003,2253]
date-label: ದಿನಾಂಕ: Date: [760,320,813,360]
editor-name: ಮಲ್ಲಿಕಾರ್ಜುನ ಹೆಗನಾಯಕ [46,240,181,258]
editor-label: ಸಂಪಾದಕರು: [80,220,148,238]
postal-registration: Posted Reg.No:PMG/KA/NK/BM/137/2024-26/POST AT Kutchery Post [702,5,1250,25]
regional-daily-badge: ಪ್ರಾದೇಶಿಕ ಕನ್ನಡ ದಿನಪತ್ರಿಕೆ [1209,250,1508,286]
case-headline-line1: ಹೊಸ ವಂಟಮೂರಿ ಮಹಿಳೆ ವಿವಸ್ತ್ರಗೊಳಿಸಿ ಹಲ್ಲೆ ಕೇಸ್: 12 [908,1207,1483,1242]
bottom-section-rule [6,2050,1512,2052]
editor-credit [12,218,215,259]
contact-email[interactable]: E-mail:samarthanadudaily2019@gmail.com [766,261,1128,283]
ashoka-headline: ರಾಜ್ಯ ಸರ್ಕಾರದ ಶೇ 80ರಷ್ಟು ಕಮಿಷನ್ ಆರೋಪ: ಮೌನವೇಕೆ? ಎಂದ ಆರ್.ಅಶೋಕ [195,2059,1323,2106]
karnataka-emblem-icon [871,84,973,186]
dc-column-1: ಬೆಳಗಾವಿ: ಅಸಂಘಟಿತ ವಲಯದ ಕಾರ್ಮಿಕರಿಗೆ ವೃದ್ಧಾಪ್ಯದಲ್ಲಿ ಸಾಮಾಜಿಕ ಭದ್ರತೆ ಕಲ್ಪಿಸುವ ಸದುದ್ದೇಶದಿಂದ ಕೇಂದ್ರ ಸರ್ಕಾರವು ಪ್ರಧಾನ ಮಂತ್ರಿ ಶ್ರಮ್ ಯೋಗಿ ಮಾನ್-ಧನ್ ಎಂಬ ಪಿಂಚಣಿ ಯೋಜನೆಯನ್ನು ಜಾರಿಗೆ ತಂದಿದ್ದು, ಜಿಲ್ಲೆಯ ಅಸಂಘಟಿತ ವಲಯದ ಕಾರ್ಮಿಕರನ್ನು ಗುರುತಿಸಿ ಈ ಯೋಜನೆ ವ್ಯಾಪ್ತಿಗೊಳಪಡಿಸಲು ಮುಂದಾಗುವಂತೆ ಜಿಲ್ಲಾಧಿಕಾರಿ ಮೊಹಮ್ಮದ್ ರೋಷನ್ ಸೂಚಿಸಿದರು. ಜಿಲ್ಲಾಧಿಕಾರಿಗಳ ಕಚೇರಿ ಸಭಾಂಗಣದಲ್ಲಿ ಜರುಗಿದ ಪ್ರಧಾನ ಮಂತ್ರಿ ಶ್ರಮಯೋಗಿ ಮಾನ್-ಧನ್ ಯೋಜನೆಯಡಿ ಅಸಂಘಟಿತ ಕಾರ್ಮಿಕರ ನೊಂದಣಿ ಕುರಿತ ವಿಶೇಷ ನೊಂದಣಿ ಅಭಿಯಾನದ ಪೂರ್ವಭಾವಿ ಸಭೆಯ ಅಧ್ಯಕ್ಷತೆ ವಹಿಸಿ ಅವರು ಮಾತನಾಡಿದರು. ರಾಜ್ಯದಲ್ಲಿ ದೇಶ ಜಿಲ್ಲೆ ಹೆಚ್ಚಿನ ಜನಸಂಖ್ಯೆ ಹೊಂದಿದ ಜಿಲ್ಲೆಯಾಗಿದ್ದು ಕೃಷಿ ಕಾರ್ಮಿಕರು, ಮನೆಗೆಲಸ ಕಾರ್ಮಿಕರು ಸೇರಿದಂತೆ ಅಂಗನವಾಡಿ ಕಾರ್ಯಕರ್ತೆಯರು. [9,1599,248,1952]
issue-value: 63 [377,326,403,356]
case-headline-line2: ಆರೋಪಿಗಳು ತಪ್ಪಿತಸ್ಥರೆಂದು ಮಹತ್ವದ ತೀರ್ಪು ಪ್ರಕಟ [942,1254,1449,1289]
ashoka-column-3: ಎಂದರು. 'ನಾಮದ' ಜೂಜಾಟ: ಅಧಿಕಾರದಲ್ಲಿ ಅಧಿಕಾರದಲ್ಲಿರುವ ಕಾಂಗ್ರೆಸ್ ಪಕ್ಷದವರು 445 ಯೋಜನೆಗಳಿಗೆ ಗಾಂಧಿ ಕುಟುಂಬದವರ ಹೆಸರು ಇಟ್ಟಿದ್ದಾರೆ. ಜವಾಹರಲಾಲ್ ನೆಹರೂ, ಇಂದಿರಾ ಗಾಂಧಿ, ರಾಜೀವ್ ಗಾಂಧಿ, ಸಂಜಯ್ ಗಾಂಧಿ ಹೆಸರಿನಲ್ಲಿ ಯೋಜನೆಗಳಿವೆ. ಮಹಾತ್ಮ ಗಾಂಧಿಯವರ ಹೆಸರು ಮಾತ್ರ ಏಕೆ ಬೇಕು ಎಂದು ಪ್ರಶ್ನಿಸಿದರು. [506,2117,748,2253]
case-column-1: ಬೆಳಗಾವಿ: ಇಡೀ ದೇಶವನ್ನೇ ಬೆಚ್ಚಿಬೀಳಿಸಿದ್ದ ಬೆಳಗಾವಿ ತಾಲೂಕಿನ ಹೊಸ ವಂಟಮೂರು ಮಹಿಳೆಯನ್ನು ವಿವಸ್ತ್ರಗೊಳಿಸಿ, ಅರೆಬೆತ್ತಲೆ ಮೆರವಣಿಗೆ ಮಾಡಿದ ಪ್ರಕರಣದಲ್ಲಿ 12 ಆರೋಪಿಗಳನ್ನು ತಪ್ಪಿತಸ್ಥರೆಂದು ಹೇಳಿ ನ್ಯಾಯಾಲಯ ಮಹತ್ವದ ತೀರ್ಪು ಪ್ರಕಟಿಸಿದೆ. ಶಿಕ್ಷೆಯ ಪ್ರಮಾಣವನ್ನು ಪ್ರಕಟಿಸಬೇಕಿದೆ. ಹೊಸ ವಂಟಮೂರಿನಲ್ಲಿ 2023 ಡಿಸೆಂಬರ್ 11 ರಂದು ಈ ಅಮಾನವೀಯ ಘಟನೆ ನಡೆದಿತ್ತು. ಪ್ರೀತಿಸಿದ ಯುವತಿಯೊಂದಿಗೆ ಯುವಕ ಮನೆ ಬಿಟ್ಟು ಹೋಗಿದ್ದ ಹಿನ್ನೆಲೆಯಲ್ಲಿ ಯುವತಿ ಕುಟುಂಬಸ್ಥರು ಯುವಕನ ತಾಯಿಯನ್ನು ವಿವಸ್ತ್ರಗೊಳಿಸಿ, ವಿದ್ಯುತ್ ಕಂಬಕ್ಕೆ ಕಟ್ಟಿ ಹಾಕಿ ಹಲ್ಲೆ ಮಾಡಿದ್ದರು. ಯುವಕನ ಮನೆ ಧ್ವಂಸ ಮಾಡಿ ಅಟ್ಟಹಾಸ ಮೆರೆದಿದ್ದರು. ಇಡೀ ದೇಶವ್ಯಾಪಿ ಸುದ್ದಿಯಾಗಿತ್ತು. ಈ ಬಗ್ಗೆ ಕಾಕತಿ ಪೊಲೀಸ್ ಠಾಣೆಯಲ್ಲಿ ಪ್ರಕರಣ ದಾಖಲಾಗಿತ್ತು. ತನಿಖೆ ಕೈಗೊಂಡಿದ್ದ ಪೊಲೀಸರು [769,1599,1009,1933]
cm-assembly-photo [512,443,1003,850]
price-label: ಬೆಲೆ Price [1143,320,1182,360]
headline-rule [6,436,1512,438]
english-name: SAMARTHA NADU [257,242,491,272]
column-divider [755,1202,757,2049]
dc-column-2: ಸಹಾಯಕರು, ಆಶಾ ಕಾರ್ಯಕರ್ತೆಯರು, ಬಿಸಿ ಊಟ ತಯಾರಕರು, ಬೀದಿ ಬದಿ ವ್ಯಾಪಾರಸ್ಥರು ಸೇರಿದಂತೆ 18 ರಿಂದ 40 ವರ್ಷ ವಯೋಮಿತಿಯ ಅಸಂಘಟಿತ ಕಾರ್ಮಿಕರನ್ನು ಗುರುತಿಸಿ ನೊಂದಣಿ ಮಾಡಿಸಬೇಕು. ಜಿಲ್ಲೆಯ ಎಲ್ಲ ಗ್ರಾಮ ಪಂಚಾಯತಿ ಮಟ್ಟದಲ್ಲಿ ನೊಂದಣಿ ಶಿಬಿರಗಳನ್ನು ಆಯೋಜಿಸಿ ಅರ್ಹ ಫಲಾನುಭವಿಗಳನ್ನು ಯೋಜನೆಯ ವ್ಯಾಪ್ತಿಗೆ ತರಬೇಕು ಎಂದರು. ಪ್ರಧಾನ ಮಂತ್ರಿ ಶ್ರಮ್ ಯೋಗಿ ಮಾನ್-ಧನ್ ಯೋಜನೆಯು ಸ್ವಯಂಪ್ರೇರಿತ ಹಾಗೂ ವಂತಿಗೆ ಆಧಾರಿತ ಪಿಂಚಣಿ ಯೋಜನೆಯಾಗಿದ್ದು, ಫಲಾನುಭವಿಗಳು 60 ವರ್ಷ ಪೂರೈಸಿದ ನಂತರ ಮಾಸಿಕ ಕನಿಷ್ಠ 3000 ರೂ. ಪಿಂಚಣಿ ಪಡೆಯಲಿದ್ದಾರೆ ಎಂದು ತಿಳಿಸಿದರು. ಸಭೆಯಲ್ಲಿ ಜಿಲ್ಲಾ ಪಂಚಾಯತ್ ಉಪಕಾರ್ಯದರ್ಶಿ, ಕಾರ್ಮಿಕ ಅಧಿಕಾರಿಗಳು, ಕೆ.ಬಿ.ನಾಗರಾಜ ಅವರು ಉಪಸ್ಥಿತರಿದ್ದರು. [257,1599,497,1913]
police-van-label: ಪೊಲೀಸ [1338,1416,1503,1461]
volume-value: 07 [96,326,122,356]
masthead-title-left: ಸಮರ್ಥ [251,35,640,209]
ashoka-column-2: ಮಾಡಿದ ಹಳೆಯ ಬಿಲ್‌ಗಳನ್ನು ಕಮಿಷನ್ ಪಡೆಯುತ್ತಿದ್ದಾರೆ. ಒಟ್ಟು 37,370 ಕೋಟಿ ಬಾಕಿ ಬಿಲ್ ಹಣ ಪಾವತಿಯಾಗಬೇಕಿದೆ. 14,000 ಕೋಟಿ ಬಾಕಿ ಉಳಿದಿದೆ. ಸರ್ಕಾರದ ಬಳಿ ಹಣವಿಲ್ಲ. 2019ರಲ್ಲಿ ಕಾಂಗ್ರೆಸ್ ಹೈಕಮಾಂಡ್‌ಗೆ ಹಣ ಸಂಗ್ರಹ ಮಾಡಲು ಗುತ್ತಿಗೆದಾರರಿಂದ ವಸೂಲಿ ಮಾಡುತ್ತಿದೆ ಎಂದು ಅಶೋಕ ಆರೋಪಿಸಿದರು. ಮುಖ್ಯಮಂತ್ರಿ ಸಿದ್ದರಾಮಯ್ಯ ಅವರು ಈ ಬಗ್ಗೆ ಉತ್ತರಿಸಬೇಕು. [257,2117,497,2292]
ashoka-column-1: ಬೆಂಗಳೂರು: 'ರಾಜ್ಯ ಸರ್ಕಾರದ ವಿರುದ್ಧ ಗುತ್ತಿಗೆದಾರರ ಸಂಘ ಮಾಡಿರುವ ಶೇ 80ರಷ್ಟು ಕಮಿಷನ್ ಆರೋಪ ಸುಳ್ಳಾಗಿದ್ದರೆ ಕ್ರಮ ಕೈಗೊಳ್ಳುತ್ತಿಲ್ಲವೇಕೆ? ಏಕೆ ಮೌನವಹಿಸಿದ್ದೀರಿ' ಎಂದು ವಿಧಾನಸಭೆ ವಿರೋಧ ಪಕ್ಷದ ನಾಯಕ ಆರ್.ಅಶೋಕ ಪ್ರಶ್ನಿಸಿದರು. ವಿಧಾನಸಭೆಯಲ್ಲಿ ರಾಜ್ಯಪಾಲರ ಭಾಷಣದ ಮೇಲಿನ ವಂದನಾ ನಿರ್ಣಯದ ಮೇಲೆ ಮಾತನಾಡಿದ ಅವರು, ಗುತ್ತಿಗೆದಾರರ ಸಂಘ 40 ಪರ್ಸೆಂಟ್ ಆರೋಪ ಮಾಡಿದಾಗ ಕಾಂಗ್ರೆಸ್ ಪಕ್ಷ ದೊಡ್ಡ ಹೋರಾಟ ಮಾಡಿತ್ತು. ಈಗ ಶೇ 80 ರಷ್ಟು ಕಮಿಷನ್ ಆರೋಪ ಬಂದಿದೆ ಎಂದರು. [9,2117,248,2352]
